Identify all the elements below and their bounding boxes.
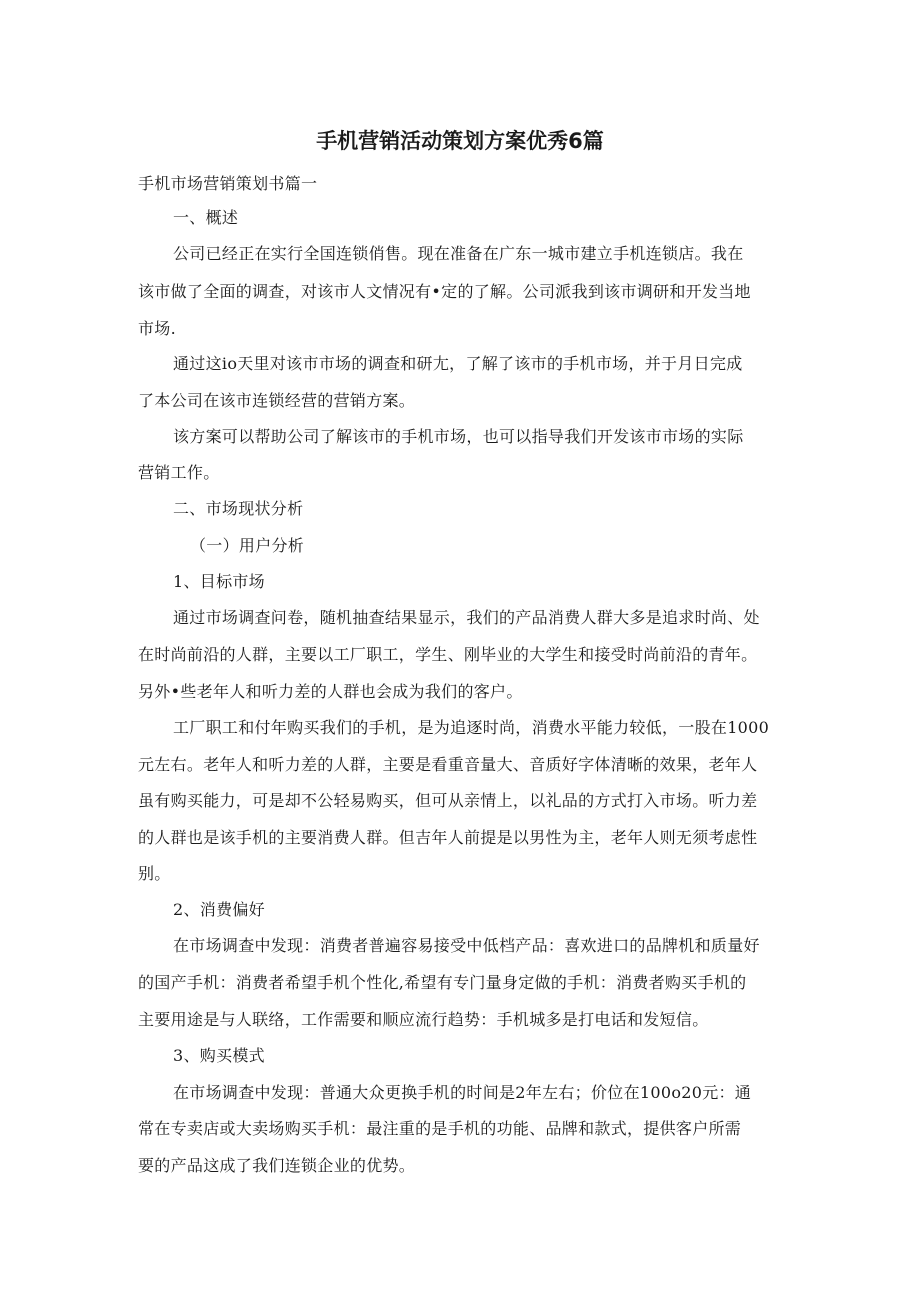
paragraph-line: 虽有购买能力，可是却不公轻易购买，但可从亲情上，以礼品的方式打入市场。听力差 bbox=[138, 791, 758, 810]
heading-consumer-preference: 2、消费偏好 bbox=[173, 900, 265, 919]
paragraph-line: 的人群也是该手机的主要消费人群。但吉年人前提是以男性为主，老年人则无须考虑性 bbox=[138, 828, 758, 847]
section-heading: 手机市场营销策划书篇一 bbox=[138, 174, 318, 193]
paragraph-line: 通过市场调查问卷，随机抽查结果显示，我们的产品消费人群大多是追求时尚、处 bbox=[173, 608, 760, 627]
paragraph-line: 工厂职工和付年购买我们的手机，是为追逐时尚，消费水平能力较低，一股在1000 bbox=[173, 718, 770, 737]
paragraph-line: 市场. bbox=[138, 319, 176, 338]
paragraph-line: 要的产品这成了我们连锁企业的优势。 bbox=[138, 1156, 416, 1175]
paragraph-line: 另外•些老年人和听力差的人群也会成为我们的客户。 bbox=[138, 682, 523, 701]
paragraph-line: 营销工作。 bbox=[138, 463, 220, 482]
paragraph-line: 在时尚前沿的人群，主要以工厂职工，学生、刚毕业的大学生和接受时尚前沿的青年。 bbox=[138, 645, 758, 664]
document-title: 手机营销活动策划方案优秀6篇 bbox=[316, 129, 604, 153]
paragraph-line: 该市做了全面的调查，对该市人文情况有•定的了解。公司派我到该市调研和开发当地 bbox=[138, 282, 751, 301]
heading-purchase-mode: 3、购买模式 bbox=[173, 1046, 265, 1065]
paragraph-line: 公司已经正在实行全国连锁俏售。现在准备在广东一城市建立手机连锁店。我在 bbox=[173, 244, 744, 263]
heading-user-analysis: （一）用户分析 bbox=[190, 536, 305, 555]
paragraph-line: 别。 bbox=[138, 864, 171, 883]
paragraph-line: 在市场调查中发现：普通大众更换手机的时间是2年左右；价位在100o20元：通 bbox=[173, 1083, 752, 1102]
paragraph-line: 的国产手机：消费者希望手机个性化,希望有专门量身定做的手机：消费者购买手机的 bbox=[138, 973, 747, 992]
paragraph-line: 在市场调查中发现：消费者普遍容易接受中低档产品：喜欢进口的品牌机和质量好 bbox=[173, 936, 760, 955]
paragraph-line: 元左右。老年人和听力差的人群，主要是看重音量大、音质好字体清晰的效果，老年人 bbox=[138, 755, 758, 774]
paragraph-line: 主要用途是与人联络，工作需要和顺应流行趋势：手机城多是打电话和发短信。 bbox=[138, 1010, 709, 1029]
heading-overview: 一、概述 bbox=[173, 208, 239, 227]
paragraph-line: 了本公司在该市连锁经营的营销方案。 bbox=[138, 391, 416, 410]
paragraph-line: 常在专卖店或大卖场购买手机：最注重的是手机的功能、品牌和款式，提供客户所需 bbox=[138, 1119, 742, 1138]
paragraph-line: 通过这io天里对该市市场的调查和研尢，了解了该市的手机市场，并于月日完成 bbox=[173, 354, 743, 373]
heading-target-market: 1、目标市场 bbox=[173, 572, 265, 591]
heading-market-analysis: 二、市场现状分析 bbox=[173, 499, 304, 518]
paragraph-line: 该方案可以帮助公司了解该市的手机市场，也可以指导我们开发该市市场的实际 bbox=[173, 427, 744, 446]
